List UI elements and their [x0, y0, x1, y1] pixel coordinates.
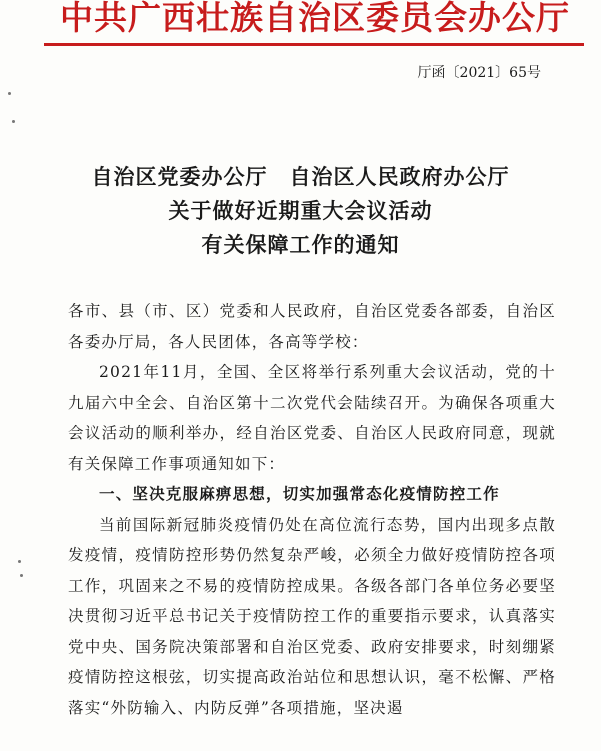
scan-speck [18, 560, 21, 563]
title-line-subject: 关于做好近期重大会议活动 [168, 198, 433, 223]
issuing-office-header: 中共广西壮族自治区委员会办公厅 [60, 0, 570, 37]
title-line-issuers: 自治区党委办公厅 自治区人民政府办公厅 [91, 164, 510, 189]
scan-speck [12, 120, 15, 123]
document-body [68, 296, 556, 723]
document-title [0, 160, 601, 262]
section-1-heading: 一、坚决克服麻痹思想，切实加强常态化疫情防控工作 [99, 484, 500, 503]
title-line-notice: 有关保障工作的通知 [201, 232, 400, 257]
header-red-rule [44, 43, 584, 46]
document-number: 厅函〔2021〕65号 [417, 65, 541, 81]
scan-speck [8, 92, 11, 95]
scan-speck [20, 574, 23, 577]
section-1-paragraph: 当前国际新冠肺炎疫情仍处在高位流行态势，国内出现多点散发疫情，疫情防控形势仍然复杂严峻，必须全力做好疫情防控各项工作，巩固来之不易的疫情防控成果。各级各部门各单位务必要坚决贯彻习近平总书记关于疫情防控工作的重要指示要求，认真落实党中央、国务院决策部署和自治区党委、政府安排要求，时刻绷紧疫情防控这根弦，切实提高政治站位和思想认识，毫不松懈、严格落实“外防输入、内防反弹”各项措施，坚决遏 [68, 515, 556, 717]
intro-paragraph: 2021年11月，全国、全区将举行系列重大会议活动，党的十九届六中全会、自治区第十二次党代会陆续召开。为确保各项重大会议活动的顺利举办，经自治区党委、自治区人民政府同意，现就有关保障工作事项通知如下： [68, 363, 556, 473]
addressee-paragraph: 各市、县（市、区）党委和人民政府，自治区党委各部委，自治区各委办厅局，各人民团体，各高等学校： [68, 302, 556, 351]
